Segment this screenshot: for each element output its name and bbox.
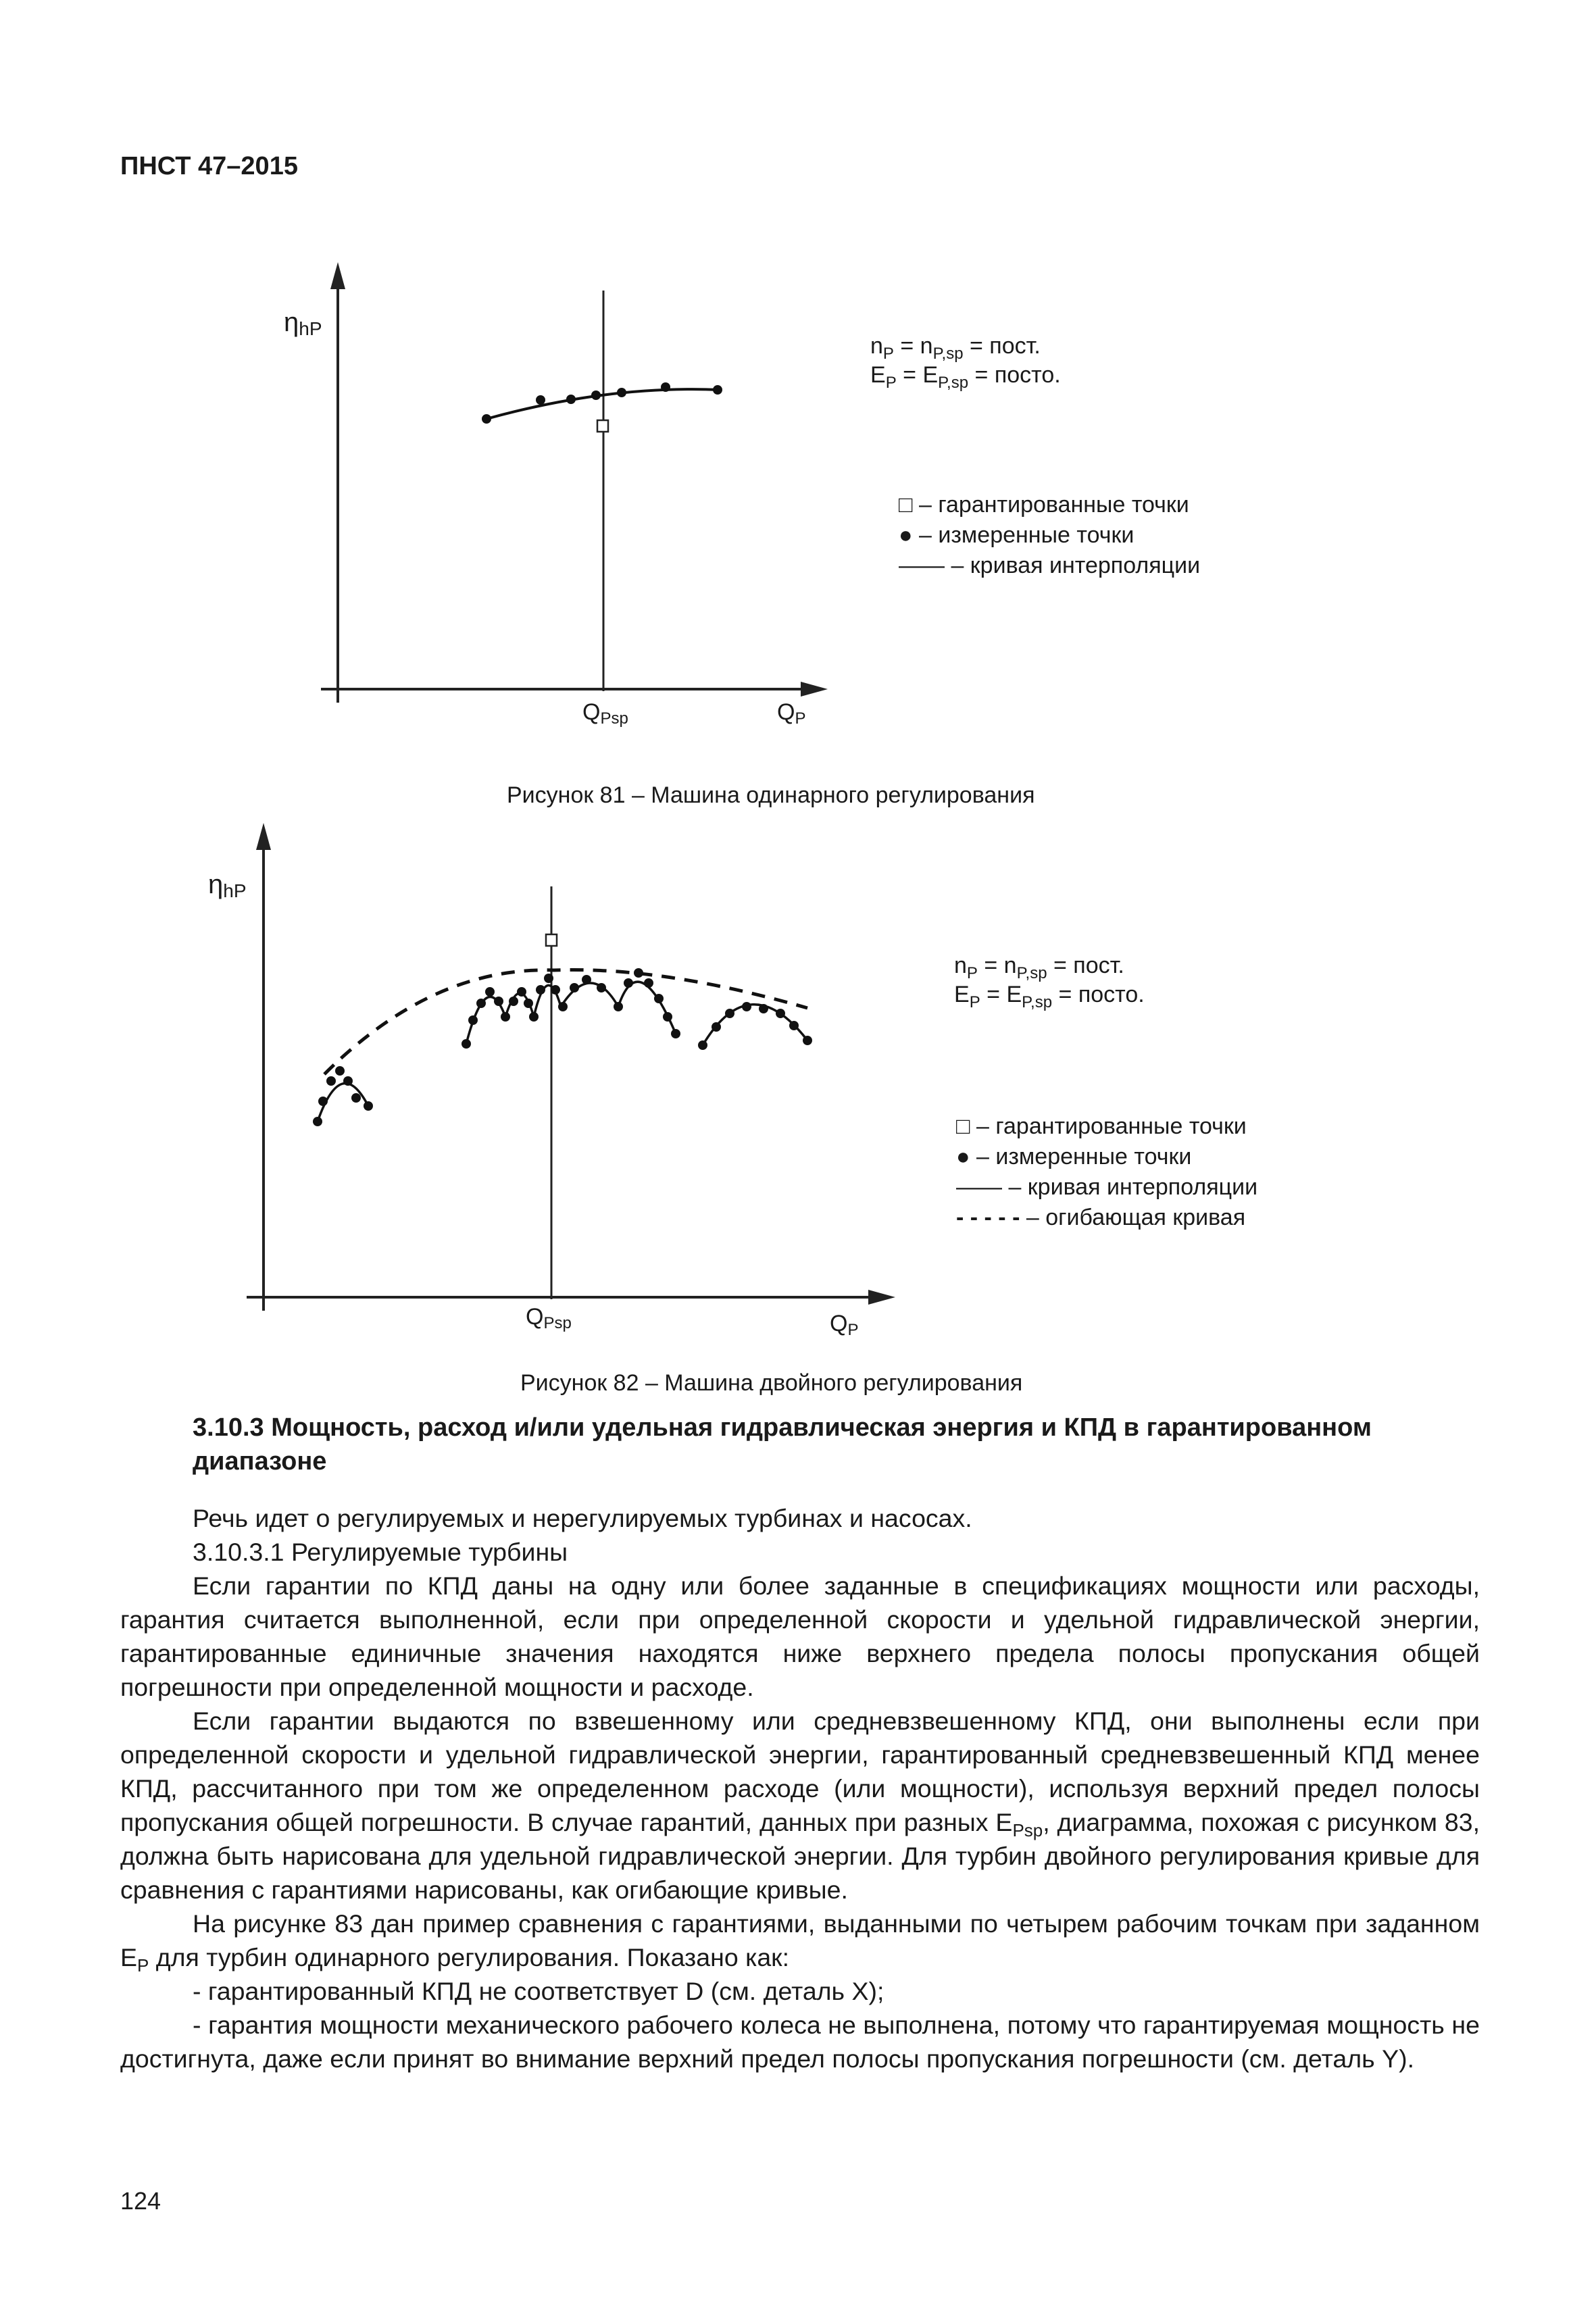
measured-point xyxy=(536,395,545,405)
measured-point xyxy=(517,987,526,997)
x-arrow-icon xyxy=(868,1290,895,1305)
measured-point xyxy=(742,1002,751,1011)
measured-point xyxy=(494,997,503,1006)
page-number: 124 xyxy=(120,2187,161,2215)
measured-point xyxy=(529,1012,539,1022)
measured-point xyxy=(318,1097,328,1106)
measured-point xyxy=(551,985,560,995)
x-arrow-icon xyxy=(801,682,828,697)
measured-point xyxy=(624,978,633,988)
measured-point xyxy=(759,1004,768,1013)
condition-n: $n_P = n_{P,sp}$ = пост. xyxy=(870,333,1041,363)
guaranteed-point xyxy=(597,420,608,432)
measured-points xyxy=(313,968,812,1126)
x-axis-label: QP xyxy=(777,699,806,728)
measured-point xyxy=(524,999,533,1008)
measured-point xyxy=(482,414,491,424)
measured-point xyxy=(501,1012,510,1022)
condition-e: $E_P = E_{P,sp}$ = посто. xyxy=(870,362,1061,392)
measured-point xyxy=(364,1101,373,1111)
measured-point xyxy=(789,1021,799,1030)
figure-81-caption: Рисунок 81 – Машина одинарного регулирования xyxy=(507,782,1035,808)
legend-interpolation: —— – кривая интерполяции xyxy=(956,1174,1258,1200)
x-mark-label: QPsp xyxy=(582,699,628,728)
y-arrow-icon xyxy=(330,262,345,289)
y-arrow-icon xyxy=(256,823,271,850)
measured-point xyxy=(712,1022,721,1032)
legend-measured: ● – измеренные точки xyxy=(899,522,1134,548)
measured-point xyxy=(597,983,606,992)
measured-point xyxy=(663,1012,672,1022)
measured-point xyxy=(335,1066,345,1076)
measured-point xyxy=(351,1093,361,1103)
measured-point xyxy=(661,382,670,392)
x-axis-label: QP xyxy=(830,1311,859,1339)
paragraph: Речь идет о регулируемых и нерегулируемых турбинах и насосах. xyxy=(193,1504,972,1532)
y-axis-label: ηhP xyxy=(208,870,247,901)
measured-point xyxy=(671,1029,680,1038)
figure-81 xyxy=(0,0,1596,845)
paragraph: На рисунке 83 дан пример сравнения с гарантиями, выданными по четырем рабочим точкам при заданном $E_P$ для турбин одинарного регулирования. Показано как: xyxy=(120,1909,1480,1976)
measured-point xyxy=(536,985,545,995)
measured-point xyxy=(476,999,486,1008)
measured-point xyxy=(591,391,601,400)
figure-81-axes xyxy=(321,284,811,703)
measured-point xyxy=(566,395,576,404)
measured-point xyxy=(614,1002,623,1011)
paragraph: Если гарантии по КПД даны на одну или более заданные в спецификациях мощности или расходы, гарантия считается выполненной, если при определенной скорости и удельной гидравлической энергии, гарантированные единичные значения находятся ниже верхнего предела полосы пропускания общей погрешности при определенной мощности и расходе. xyxy=(120,1571,1480,1701)
measured-point xyxy=(558,1002,568,1011)
legend-guaranteed: □ – гарантированные точки xyxy=(899,492,1189,518)
measured-point xyxy=(326,1076,336,1086)
measured-point xyxy=(570,983,579,992)
measured-point xyxy=(485,987,495,997)
measured-point xyxy=(468,1015,478,1025)
condition-e: $E_P = E_{P,sp}$ = посто. xyxy=(954,982,1145,1011)
y-axis-label: ηhP xyxy=(284,307,322,339)
measured-point xyxy=(725,1009,734,1018)
legend-guaranteed: □ – гарантированные точки xyxy=(956,1113,1247,1139)
legend-interpolation: —— – кривая интерполяции xyxy=(899,553,1201,578)
measured-point xyxy=(544,974,553,983)
measured-point xyxy=(698,1040,707,1050)
paragraph: 3.10.3.1 Регулируемые турбины xyxy=(193,1538,568,1566)
measured-point xyxy=(343,1076,353,1086)
paragraph: - гарантированный КПД не соответствует D (см. деталь X); xyxy=(193,1977,884,2005)
section-title: 3.10.3 Мощность, расход и/или удельная гидравлическая энергия и КПД в гарантированном диапазоне xyxy=(193,1413,1372,1476)
measured-point xyxy=(313,1117,322,1126)
x-mark-label: QPsp xyxy=(526,1304,572,1332)
figure-82 xyxy=(0,811,1596,1385)
figure-82-caption: Рисунок 82 – Машина двойного регулирования xyxy=(520,1370,1023,1396)
measured-point xyxy=(509,997,518,1006)
paragraph: - гарантия мощности механического рабочего колеса не выполнена, потому что гарантируемая мощность не достигнута, даже если принят во внимание верхний предел полосы пропускания погрешности (см. деталь Y). xyxy=(120,2011,1480,2073)
body-text xyxy=(120,1501,1480,2076)
figure-82-axes xyxy=(247,845,878,1311)
legend-measured: ● – измеренные точки xyxy=(956,1144,1192,1169)
measured-point xyxy=(617,388,626,397)
measured-point xyxy=(462,1039,471,1049)
document-code: ПНСТ 47–2015 xyxy=(120,152,298,180)
guaranteed-point xyxy=(546,934,557,946)
condition-n: $n_P = n_{P,sp}$ = пост. xyxy=(954,953,1124,982)
measured-point xyxy=(654,994,664,1003)
measured-point xyxy=(582,975,591,984)
measured-point xyxy=(634,968,643,978)
measured-point xyxy=(776,1009,785,1018)
paragraph: Если гарантии выдаются по взвешенному или средневзвешенному КПД, они выполнены если при определенной скорости и удельной гидравлической энергии, гарантированный средневзвешенный КПД менее КПД, рассчитанного при том же определенном расходе (или мощности), используя верхний предел полосы пропускания общей погрешности. В случае гарантий, данных при разных $E_{Psp}$, диаграмма, похожая с рисунком 83, должна быть нарисована для удельной гидравлической энергии. Для турбин двойного регулирования кривые для сравнения с гарантиями нарисованы, как огибающие кривые. xyxy=(120,1707,1480,1904)
measured-point xyxy=(644,978,653,988)
measured-point xyxy=(713,385,722,395)
envelope-curve xyxy=(324,970,807,1074)
legend-envelope: - - - - - – огибающая кривая xyxy=(956,1205,1246,1230)
measured-point xyxy=(803,1036,812,1045)
